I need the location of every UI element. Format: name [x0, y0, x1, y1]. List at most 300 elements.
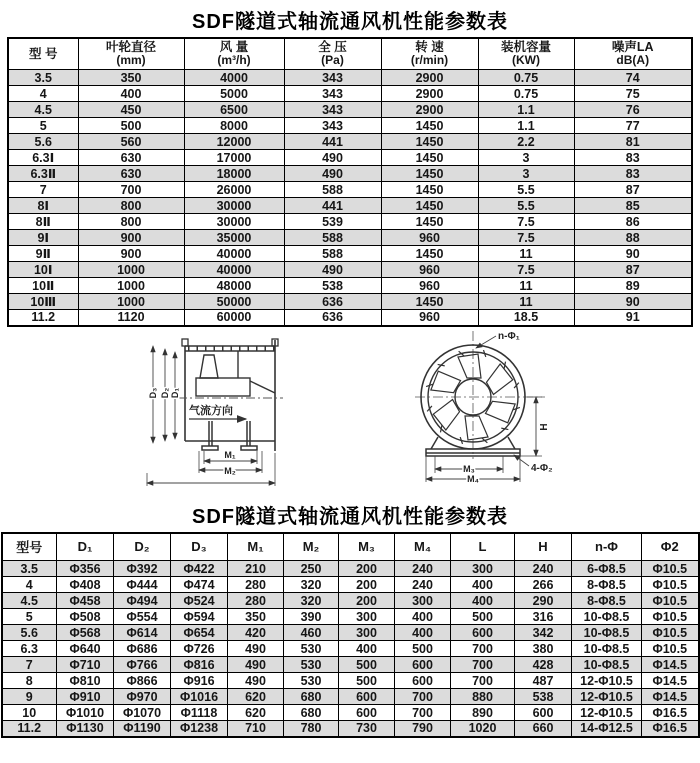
table-cell: 1450	[381, 294, 478, 310]
table-cell: 77	[574, 118, 692, 134]
header-line1: 噪声LA	[611, 40, 654, 54]
header-line2: (m³/h)	[217, 53, 251, 68]
table-cell: 700	[395, 689, 451, 705]
column-header-speed	[381, 38, 478, 70]
column-header-phi2: Φ2	[642, 533, 699, 561]
table-cell: 600	[451, 625, 515, 641]
table-cell: 89	[574, 278, 692, 294]
header-row	[8, 38, 692, 70]
table-cell: 960	[381, 230, 478, 246]
table-cell: Φ970	[114, 689, 171, 705]
table-cell: 290	[515, 593, 572, 609]
table-cell: 588	[284, 230, 381, 246]
table-cell: Φ458	[57, 593, 114, 609]
bolt-callout-label: n-Φ₁	[498, 330, 520, 342]
header-line2: (Pa)	[321, 53, 344, 68]
table-cell: 636	[284, 294, 381, 310]
table-cell: 9Ⅰ	[8, 230, 78, 246]
table-cell: 636	[284, 310, 381, 326]
table-cell: 620	[228, 689, 284, 705]
table-cell: 7	[2, 657, 57, 673]
table-cell: 12-Φ10.5	[572, 673, 642, 689]
table-cell: 4	[2, 577, 57, 593]
header-line1: 转 速	[415, 40, 444, 54]
table-cell: 8-Φ8.5	[572, 593, 642, 609]
table-cell: 11	[478, 294, 574, 310]
table-cell: 530	[284, 641, 339, 657]
table-cell: 86	[574, 214, 692, 230]
fan-dimensions-table-head	[2, 533, 699, 561]
dimension-label-h: H	[539, 423, 550, 431]
dimension-label-d1: D₁	[170, 387, 180, 398]
dimension-label-d2: D₂	[160, 387, 170, 398]
fan-performance-table	[7, 37, 693, 327]
table-row	[8, 230, 692, 246]
table-cell: 26000	[184, 182, 284, 198]
table-cell: 81	[574, 134, 692, 150]
table-cell: 6.3	[2, 641, 57, 657]
table-cell: Φ1070	[114, 705, 171, 721]
column-header-m3: M₃	[339, 533, 395, 561]
table-cell: 343	[284, 102, 381, 118]
table-cell: 3	[478, 150, 574, 166]
table-cell: 1450	[381, 214, 478, 230]
table-cell: 300	[451, 561, 515, 577]
table-cell: 35000	[184, 230, 284, 246]
table-cell: Φ10.5	[642, 561, 699, 577]
table-cell: Φ408	[57, 577, 114, 593]
table-cell: Φ1118	[171, 705, 228, 721]
table-cell: 48000	[184, 278, 284, 294]
table-cell: 10	[2, 705, 57, 721]
table-cell: 83	[574, 166, 692, 182]
fan-dimensions-table-body	[2, 561, 699, 737]
table-cell: 900	[78, 246, 184, 262]
table-cell: Φ10.5	[642, 609, 699, 625]
column-header-m2: M₂	[284, 533, 339, 561]
table-cell: 4.5	[8, 102, 78, 118]
dimension-label-m3: M₃	[463, 463, 475, 474]
table2-title: SDF隧道式轴流通风机性能参数表	[192, 505, 508, 528]
table-row	[8, 262, 692, 278]
header-line1: 全 压	[318, 40, 347, 54]
table-cell: 11.2	[8, 310, 78, 326]
table-cell: 600	[339, 705, 395, 721]
table-row	[8, 310, 692, 326]
table-cell: Φ816	[171, 657, 228, 673]
header-row	[2, 533, 699, 561]
table-row	[8, 150, 692, 166]
table-cell: 7.5	[478, 230, 574, 246]
header-line2: dB(A)	[616, 53, 650, 68]
table-cell: Φ810	[57, 673, 114, 689]
table-cell: Φ614	[114, 625, 171, 641]
table-cell: 560	[78, 134, 184, 150]
table-cell: 2900	[381, 86, 478, 102]
table-row	[2, 673, 699, 689]
table-cell: 88	[574, 230, 692, 246]
table-cell: Φ16.5	[642, 705, 699, 721]
column-header-impeller-diameter	[78, 38, 184, 70]
table-cell: 9	[2, 689, 57, 705]
table-cell: 10-Φ8.5	[572, 657, 642, 673]
table-cell: Φ14.5	[642, 689, 699, 705]
table-row	[8, 118, 692, 134]
table-cell: 700	[395, 705, 451, 721]
table-cell: 76	[574, 102, 692, 118]
column-header-d1: D₁	[57, 533, 114, 561]
table-cell: 539	[284, 214, 381, 230]
table-cell: 700	[78, 182, 184, 198]
header-line1: 装机容量	[500, 40, 551, 54]
table-row	[8, 278, 692, 294]
table-cell: 400	[395, 625, 451, 641]
table-cell: 350	[228, 609, 284, 625]
column-header-l: L	[451, 533, 515, 561]
table-cell: 660	[515, 721, 572, 737]
table-cell: 620	[228, 705, 284, 721]
table-cell: 350	[78, 70, 184, 86]
table-row	[2, 721, 699, 737]
table1-title: SDF隧道式轴流通风机性能参数表	[192, 11, 508, 33]
table-cell: 12000	[184, 134, 284, 150]
fan-front-view-diagram	[405, 327, 570, 493]
table-cell: 8Ⅰ	[8, 198, 78, 214]
table-cell: 428	[515, 657, 572, 673]
table-cell: 87	[574, 182, 692, 198]
table-cell: 890	[451, 705, 515, 721]
header-line1: 叶轮直径	[105, 40, 156, 54]
table-cell: 90	[574, 294, 692, 310]
table-cell: 710	[228, 721, 284, 737]
column-header-installed-power	[478, 38, 574, 70]
motor-outline	[196, 351, 275, 396]
table-cell: 17000	[184, 150, 284, 166]
table-cell: 343	[284, 70, 381, 86]
table-cell: 500	[78, 118, 184, 134]
table-row	[2, 657, 699, 673]
table-cell: 266	[515, 577, 572, 593]
table-cell: Φ356	[57, 561, 114, 577]
table-cell: 6500	[184, 102, 284, 118]
dimension-label-m4: M₄	[467, 473, 479, 484]
table-cell: 1450	[381, 118, 478, 134]
table-cell: 1450	[381, 134, 478, 150]
table-cell: Φ444	[114, 577, 171, 593]
fan-performance-table-head	[8, 38, 692, 70]
table-cell: 600	[339, 689, 395, 705]
table-cell: Φ916	[171, 673, 228, 689]
table-cell: 790	[395, 721, 451, 737]
table-cell: 60000	[184, 310, 284, 326]
table-row	[2, 593, 699, 609]
table-cell: 487	[515, 673, 572, 689]
table-cell: 40000	[184, 246, 284, 262]
table-row	[2, 689, 699, 705]
technical-drawings	[0, 327, 700, 495]
table-cell: 700	[451, 673, 515, 689]
table-cell: 3	[478, 166, 574, 182]
dimension-label-d3: D₃	[148, 387, 158, 399]
table-cell: 2900	[381, 102, 478, 118]
table-cell: Φ766	[114, 657, 171, 673]
table-cell: 960	[381, 278, 478, 294]
table-cell: 240	[395, 577, 451, 593]
table-cell: 420	[228, 625, 284, 641]
table-cell: Φ422	[171, 561, 228, 577]
table-cell: 10-Φ8.5	[572, 625, 642, 641]
table-cell: 14-Φ12.5	[572, 721, 642, 737]
table-cell: 490	[228, 641, 284, 657]
table-cell: 500	[339, 673, 395, 689]
table-cell: 30000	[184, 214, 284, 230]
table-cell: 700	[451, 641, 515, 657]
table-cell: 500	[451, 609, 515, 625]
table-cell: Φ474	[171, 577, 228, 593]
table-cell: 200	[339, 561, 395, 577]
table-cell: 600	[395, 657, 451, 673]
table-cell: 1450	[381, 150, 478, 166]
table-row	[2, 561, 699, 577]
table-cell: 300	[339, 625, 395, 641]
airflow-direction-label: 气流方向	[189, 404, 233, 417]
table-cell: 8Ⅱ	[8, 214, 78, 230]
mounting-feet	[202, 421, 257, 450]
table-cell: 441	[284, 198, 381, 214]
table-row	[8, 86, 692, 102]
table-cell: 400	[339, 641, 395, 657]
column-header-noise	[574, 38, 692, 70]
fan-performance-table-body	[8, 70, 692, 326]
table-cell: 800	[78, 214, 184, 230]
table-cell: 5.6	[2, 625, 57, 641]
table-cell: 1120	[78, 310, 184, 326]
table-cell: 7	[8, 182, 78, 198]
table-cell: 880	[451, 689, 515, 705]
table-cell: 3.5	[8, 70, 78, 86]
table-cell: 200	[339, 577, 395, 593]
table-cell: 10Ⅱ	[8, 278, 78, 294]
table-cell: Φ866	[114, 673, 171, 689]
table-cell: 588	[284, 246, 381, 262]
table-cell: 343	[284, 86, 381, 102]
table-cell: Φ524	[171, 593, 228, 609]
column-header-d3: D₃	[171, 533, 228, 561]
table-cell: 380	[515, 641, 572, 657]
table-cell: 320	[284, 577, 339, 593]
table-row	[2, 641, 699, 657]
table-cell: 85	[574, 198, 692, 214]
table-cell: 8-Φ8.5	[572, 577, 642, 593]
table-cell: 280	[228, 593, 284, 609]
table-row	[8, 166, 692, 182]
table-cell: 6.3Ⅱ	[8, 166, 78, 182]
table-cell: 5.5	[478, 198, 574, 214]
table-cell: Φ594	[171, 609, 228, 625]
table-cell: 11.2	[2, 721, 57, 737]
table-cell: 530	[284, 657, 339, 673]
table-cell: 10Ⅲ	[8, 294, 78, 310]
table-cell: 600	[515, 705, 572, 721]
table-cell: 10Ⅰ	[8, 262, 78, 278]
header-line2: (KW)	[512, 53, 540, 68]
table-cell: 320	[284, 593, 339, 609]
table-cell: 5.6	[8, 134, 78, 150]
table-cell: 50000	[184, 294, 284, 310]
table-cell: Φ554	[114, 609, 171, 625]
base-hole-callout-leader	[514, 455, 529, 466]
table-cell: 250	[284, 561, 339, 577]
table-cell: 600	[395, 673, 451, 689]
table-cell: Φ686	[114, 641, 171, 657]
table-cell: 75	[574, 86, 692, 102]
table-cell: 1000	[78, 294, 184, 310]
table-cell: 680	[284, 689, 339, 705]
table-cell: 343	[284, 118, 381, 134]
table-cell: Φ1010	[57, 705, 114, 721]
column-header-air-volume	[184, 38, 284, 70]
table-cell: 12-Φ10.5	[572, 705, 642, 721]
table-cell: 630	[78, 166, 184, 182]
table-cell: 12-Φ10.5	[572, 689, 642, 705]
dimension-label-m1: M₁	[224, 449, 236, 460]
table-cell: 730	[339, 721, 395, 737]
table-cell: 1450	[381, 246, 478, 262]
table-cell: 74	[574, 70, 692, 86]
table-cell: 6.3Ⅰ	[8, 150, 78, 166]
table-cell: 960	[381, 262, 478, 278]
column-header-total-pressure	[284, 38, 381, 70]
column-header-model	[8, 38, 78, 70]
table-row	[8, 214, 692, 230]
header-line1: 型 号	[29, 46, 58, 61]
table-cell: 960	[381, 310, 478, 326]
column-header-d2: D₂	[114, 533, 171, 561]
table-cell: 342	[515, 625, 572, 641]
table-row	[8, 294, 692, 310]
column-header-model: 型号	[2, 533, 57, 561]
table-cell: 8000	[184, 118, 284, 134]
table-cell: Φ654	[171, 625, 228, 641]
table-cell: Φ10.5	[642, 641, 699, 657]
table-cell: 780	[284, 721, 339, 737]
table-cell: 10-Φ8.5	[572, 641, 642, 657]
table-cell: 4.5	[2, 593, 57, 609]
table-cell: Φ14.5	[642, 673, 699, 689]
table-cell: Φ1190	[114, 721, 171, 737]
table-cell: 1450	[381, 166, 478, 182]
table-cell: 210	[228, 561, 284, 577]
table-cell: 500	[395, 641, 451, 657]
column-header-n-phi: n-Φ	[572, 533, 642, 561]
table-cell: Φ1238	[171, 721, 228, 737]
table-cell: 90	[574, 246, 692, 262]
table-cell: 400	[395, 609, 451, 625]
table-cell: Φ508	[57, 609, 114, 625]
table-cell: 400	[451, 577, 515, 593]
table-cell: Φ710	[57, 657, 114, 673]
table-cell: 40000	[184, 262, 284, 278]
table-row	[8, 198, 692, 214]
table-cell: 5.5	[478, 182, 574, 198]
table-row	[8, 102, 692, 118]
table-cell: 490	[228, 657, 284, 673]
dimension-label-m2: M₂	[224, 465, 236, 476]
table-cell: 450	[78, 102, 184, 118]
table-cell: 400	[451, 593, 515, 609]
table-cell: 83	[574, 150, 692, 166]
table-cell: 91	[574, 310, 692, 326]
table-cell: 0.75	[478, 70, 574, 86]
table-cell: Φ10.5	[642, 577, 699, 593]
table-cell: 1.1	[478, 118, 574, 134]
table-cell: 700	[451, 657, 515, 673]
table-cell: 490	[284, 166, 381, 182]
table-cell: 4000	[184, 70, 284, 86]
table-cell: 460	[284, 625, 339, 641]
table-cell: 8	[2, 673, 57, 689]
table-row	[8, 246, 692, 262]
table-cell: 240	[515, 561, 572, 577]
table-cell: 30000	[184, 198, 284, 214]
table-cell: 1450	[381, 198, 478, 214]
table-cell: 1450	[381, 182, 478, 198]
table-cell: Φ494	[114, 593, 171, 609]
table-row	[2, 609, 699, 625]
table-row	[8, 182, 692, 198]
table-row	[8, 70, 692, 86]
table-cell: Φ568	[57, 625, 114, 641]
table-cell: 18000	[184, 166, 284, 182]
table-cell: 4	[8, 86, 78, 102]
table-cell: Φ726	[171, 641, 228, 657]
table-cell: 3.5	[2, 561, 57, 577]
table-cell: 538	[515, 689, 572, 705]
table-cell: 10-Φ8.5	[572, 609, 642, 625]
flange-bolt-left	[182, 339, 188, 346]
table-cell: 1000	[78, 262, 184, 278]
table-cell: 11	[478, 278, 574, 294]
fan-dimensions-table	[1, 532, 700, 738]
header-line2: (r/min)	[410, 53, 449, 68]
table-cell: Φ10.5	[642, 593, 699, 609]
table-cell: Φ1016	[171, 689, 228, 705]
table-cell: 6-Φ8.5	[572, 561, 642, 577]
table-cell: Φ10.5	[642, 625, 699, 641]
table-cell: 200	[339, 593, 395, 609]
table-cell: 7.5	[478, 262, 574, 278]
table-cell: 5	[8, 118, 78, 134]
table-cell: 316	[515, 609, 572, 625]
table-cell: 1020	[451, 721, 515, 737]
column-header-m1: M₁	[228, 533, 284, 561]
table-cell: 300	[395, 593, 451, 609]
table-cell: 800	[78, 198, 184, 214]
table-cell: Φ640	[57, 641, 114, 657]
table-cell: Φ392	[114, 561, 171, 577]
table-cell: 0.75	[478, 86, 574, 102]
table-cell: 400	[78, 86, 184, 102]
column-header-h: H	[515, 533, 572, 561]
table-cell: Φ910	[57, 689, 114, 705]
table-cell: 280	[228, 577, 284, 593]
foot-dimension-extensions	[147, 451, 275, 486]
table-cell: 490	[284, 150, 381, 166]
table-cell: 538	[284, 278, 381, 294]
table-cell: 9Ⅱ	[8, 246, 78, 262]
table-row	[8, 134, 692, 150]
table-cell: 441	[284, 134, 381, 150]
